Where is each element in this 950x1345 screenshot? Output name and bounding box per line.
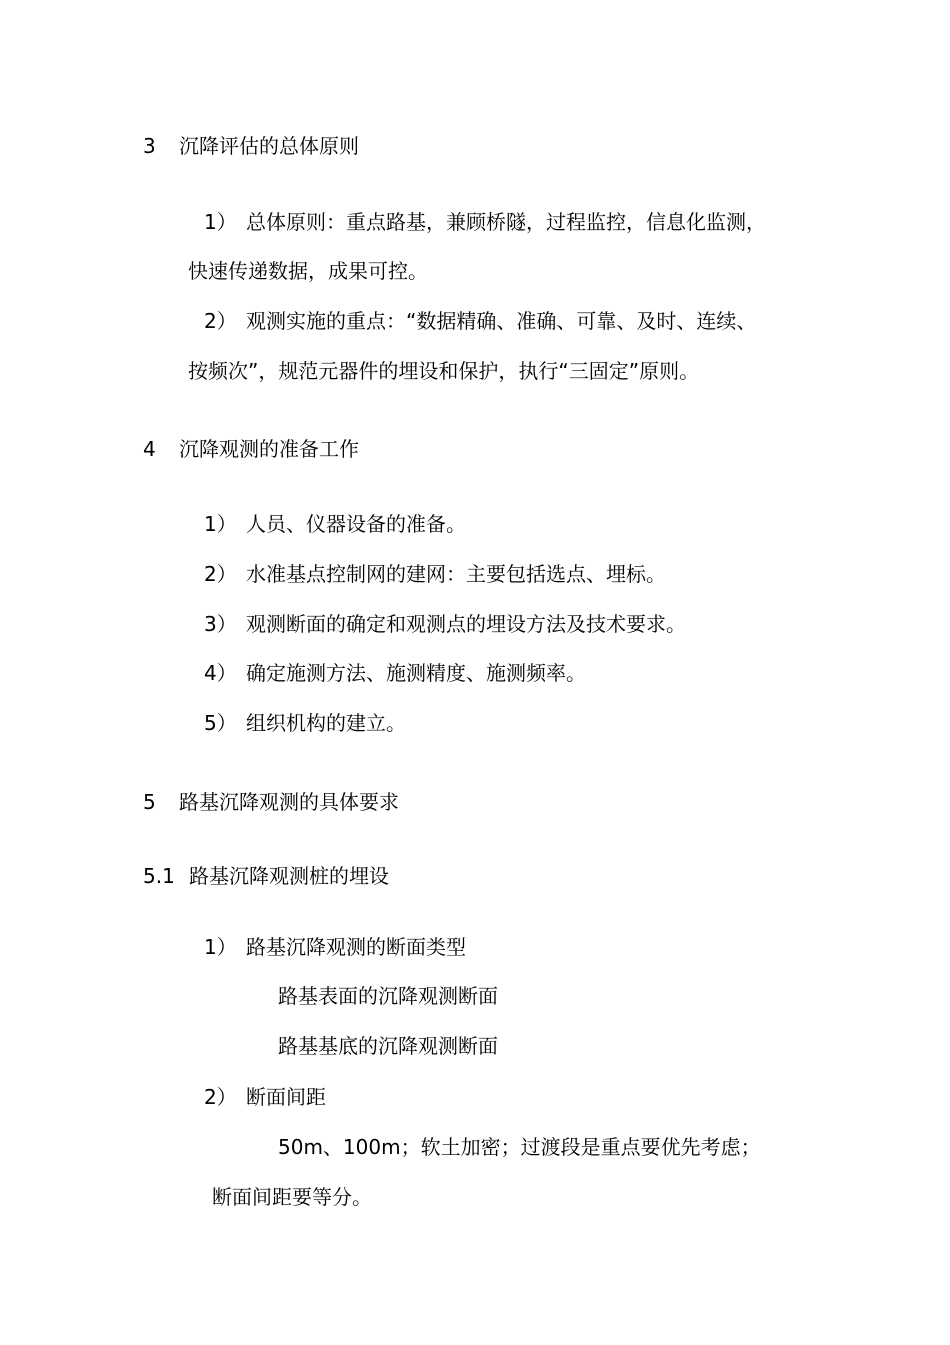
item-text: 水准基点控制网的建网：主要包括选点、埋标。 — [246, 562, 666, 586]
list-item — [204, 209, 766, 235]
item-text: 组织机构的建立。 — [246, 711, 406, 735]
item-text: 人员、仪器设备的准备。 — [246, 512, 466, 536]
list-item — [204, 308, 756, 334]
item-number: 2） — [204, 562, 237, 586]
item-text: 确定施测方法、施测精度、施测频率。 — [246, 661, 586, 685]
list-item — [204, 511, 466, 537]
item-continuation: 按频次”，规范元器件的埋设和保护，执行“三固定”原则。 — [188, 359, 700, 383]
section-number: 3 — [143, 134, 156, 158]
subsection-number: 5.1 — [143, 864, 175, 888]
subsection-title: 路基沉降观测桩的埋设 — [189, 864, 389, 888]
item-text: 观测实施的重点：“数据精确、准确、可靠、及时、连续、 — [246, 309, 757, 333]
section-3-heading — [143, 133, 359, 159]
item-text: 路基沉降观测的断面类型 — [246, 935, 466, 959]
item-text: 断面间距 — [246, 1085, 326, 1109]
section-number: 5 — [143, 790, 156, 814]
subsection-5-1-heading — [143, 863, 389, 889]
item-number: 1） — [204, 935, 237, 959]
section-title: 路基沉降观测的具体要求 — [179, 790, 399, 814]
section-title: 沉降观测的准备工作 — [179, 437, 359, 461]
list-item — [204, 710, 406, 736]
item-number: 1） — [204, 512, 237, 536]
list-item — [204, 934, 466, 960]
item-detail: 路基基底的沉降观测断面 — [278, 1034, 498, 1058]
list-item — [204, 611, 686, 637]
item-text: 观测断面的确定和观测点的埋设方法及技术要求。 — [246, 612, 686, 636]
section-title: 沉降评估的总体原则 — [179, 134, 359, 158]
item-number: 2） — [204, 1085, 237, 1109]
list-item — [204, 660, 586, 686]
item-detail: 50m、100m；软土加密；过渡段是重点要优先考虑； — [278, 1135, 761, 1159]
section-4-heading — [143, 436, 359, 462]
item-number: 3） — [204, 612, 237, 636]
item-number: 1） — [204, 210, 237, 234]
item-number: 4） — [204, 661, 237, 685]
section-5-heading — [143, 789, 399, 815]
item-number: 2） — [204, 309, 237, 333]
item-text: 总体原则：重点路基，兼顾桥隧，过程监控，信息化监测， — [246, 210, 766, 234]
item-number: 5） — [204, 711, 237, 735]
item-continuation: 断面间距要等分。 — [212, 1185, 372, 1209]
list-item — [204, 1084, 326, 1110]
section-number: 4 — [143, 437, 156, 461]
item-continuation: 快速传递数据，成果可控。 — [188, 259, 428, 283]
item-detail: 路基表面的沉降观测断面 — [278, 984, 498, 1008]
list-item — [204, 561, 666, 587]
